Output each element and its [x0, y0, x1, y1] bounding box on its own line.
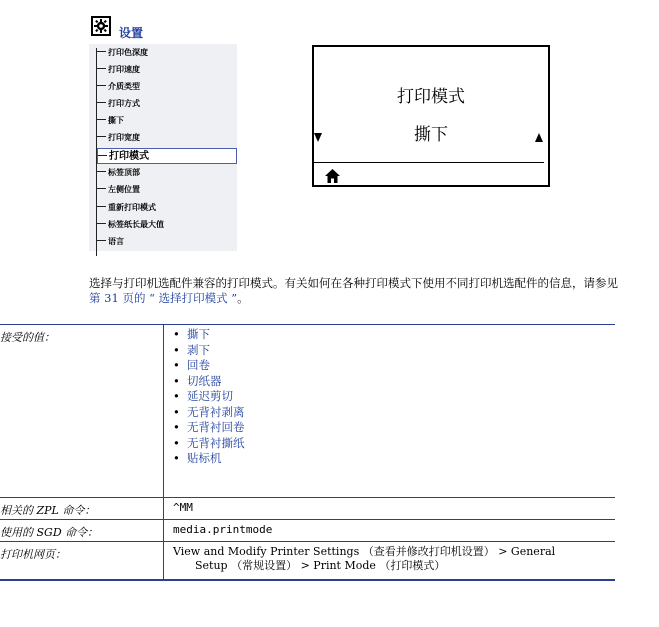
sgd-command-row	[0, 520, 615, 542]
list-item: • 无背衬剥离	[173, 404, 245, 419]
description-text: 选择与打印机选配件兼容的打印模式。有关如何在各种打印模式下使用不同打印机选配件的信息，请参见	[89, 276, 618, 290]
menu-item-media-type[interactable]: 介质类型	[97, 80, 140, 94]
accepted-values-row	[0, 325, 615, 498]
list-item: • 回卷	[173, 358, 210, 372]
settings-menu-tree	[89, 16, 237, 246]
description-end: 。	[237, 291, 249, 305]
list-item: • 贴标机	[173, 451, 222, 465]
list-item: • 延迟剪切	[173, 389, 233, 403]
zpl-command-label: 相关的 ZPL 命令：	[0, 504, 96, 517]
list-item: • 无背衬撕纸	[173, 435, 245, 450]
description-paragraph	[89, 276, 619, 306]
accepted-values-label: 接受的值：	[0, 331, 55, 344]
sgd-command-value: media.printmode	[163, 520, 272, 541]
menu-item-tear-off[interactable]: 撕下	[97, 114, 124, 128]
list-item: • 剥下	[173, 342, 210, 357]
accepted-values-cell	[163, 325, 245, 497]
menu-item-print-speed[interactable]: 打印速度	[97, 63, 140, 77]
menu-item-label-top[interactable]: 标签顶部	[97, 166, 140, 180]
up-arrow-icon[interactable]	[535, 127, 543, 146]
list-item: • 无背衬回卷	[173, 420, 245, 434]
list-item: • 切纸器	[173, 373, 222, 388]
menu-item-reprint-mode[interactable]: 重新打印模式	[97, 201, 156, 215]
menu-item-language[interactable]: 语言	[97, 235, 124, 249]
zpl-command-value: ^MM	[163, 498, 193, 519]
printer-webpage-label: 打印机网页：	[0, 548, 66, 561]
menu-header	[89, 16, 237, 42]
lcd-title: 打印模式	[397, 87, 465, 107]
zpl-command-row	[0, 498, 615, 520]
menu-item-print-width[interactable]: 打印宽度	[97, 131, 140, 145]
gear-icon	[91, 16, 111, 36]
home-icon[interactable]	[325, 168, 340, 187]
menu-item-max-label-length[interactable]: 标签纸长最大值	[97, 218, 164, 232]
see-also-link[interactable]: 第 31 页的 “ 选择打印模式 ”	[89, 291, 238, 305]
webpage-path-line2: Setup （常规设置） > Print Mode （打印模式）	[195, 559, 446, 572]
webpage-path-line1: View and Modify Printer Settings （查看并修改打印机设置） > General	[173, 545, 556, 558]
menu-item-print-darkness[interactable]: 打印色深度	[97, 46, 148, 60]
printer-webpage-row	[0, 542, 615, 581]
lcd-value: 撕下	[414, 125, 448, 145]
lcd-divider	[314, 162, 544, 163]
menu-item-left-position[interactable]: 左侧位置	[97, 183, 140, 197]
menu-item-print-method[interactable]: 打印方式	[97, 97, 140, 111]
accepted-values-list	[173, 325, 245, 467]
printer-lcd-display	[312, 45, 550, 187]
printer-webpage-path	[163, 542, 555, 579]
menu-title: 设置	[119, 26, 144, 40]
parameter-table	[0, 324, 615, 581]
list-item: • 撕下	[173, 327, 210, 341]
sgd-command-label: 使用的 SGD 命令：	[0, 526, 99, 539]
menu-item-print-mode-selected[interactable]: 打印模式	[97, 148, 237, 164]
